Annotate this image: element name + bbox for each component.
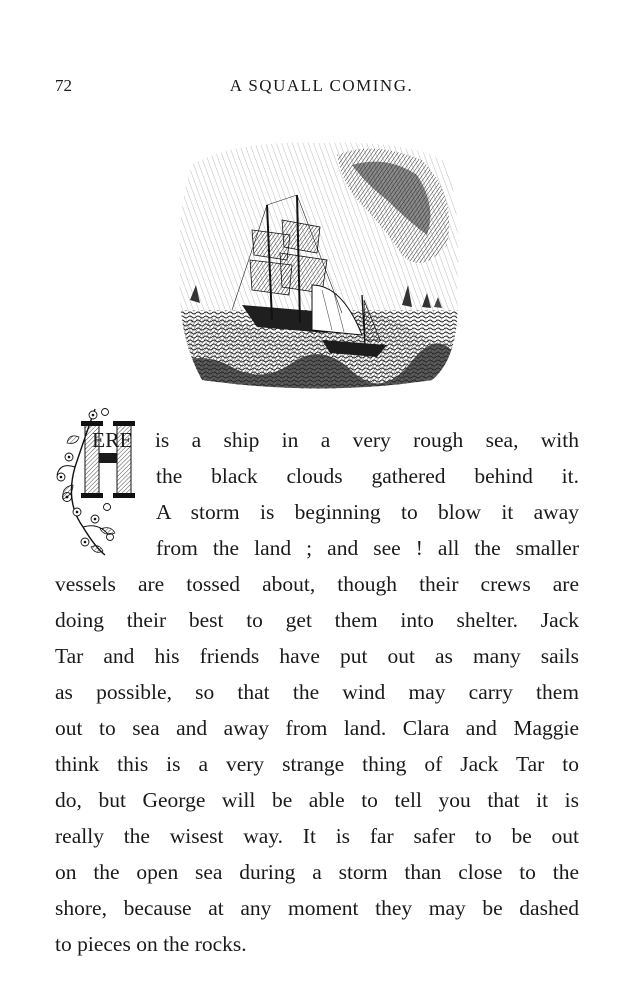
text-line: to pieces on the rocks. <box>55 932 247 956</box>
body-paragraph <box>55 422 579 962</box>
text-line: out to sea and away from land. Clara and Maggie <box>55 716 579 740</box>
text-line: the black clouds gathered behind it. <box>156 464 579 488</box>
text-line: doing their best to get them into shelter. Jack <box>55 608 579 632</box>
running-head <box>55 76 588 100</box>
text-line: really the wisest way. It is far safer to be out <box>55 824 579 848</box>
text-line: do, but George will be able to tell you that it is <box>55 788 579 812</box>
text-line: shore, because at any moment they may be dashed <box>55 896 579 920</box>
text-line: A storm is beginning to blow it away <box>156 500 579 524</box>
text-line: vessels are tossed about, though their crews are <box>55 572 579 596</box>
running-title: A SQUALL COMING. <box>229 76 414 95</box>
ship-in-storm-engraving-icon <box>172 135 464 393</box>
page-number: 72 <box>55 76 72 95</box>
text-line: Tar and his friends have put out as many sails <box>55 644 579 668</box>
text-line: as possible, so that the wind may carry them <box>55 680 579 704</box>
text-line: ERE is a ship in a very rough sea, with <box>92 428 579 452</box>
text-line: think this is a very strange thing of Jack Tar to <box>55 752 579 776</box>
text-line: from the land ; and see ! all the smaller <box>156 536 579 560</box>
text-line: on the open sea during a storm than close to the <box>55 860 579 884</box>
